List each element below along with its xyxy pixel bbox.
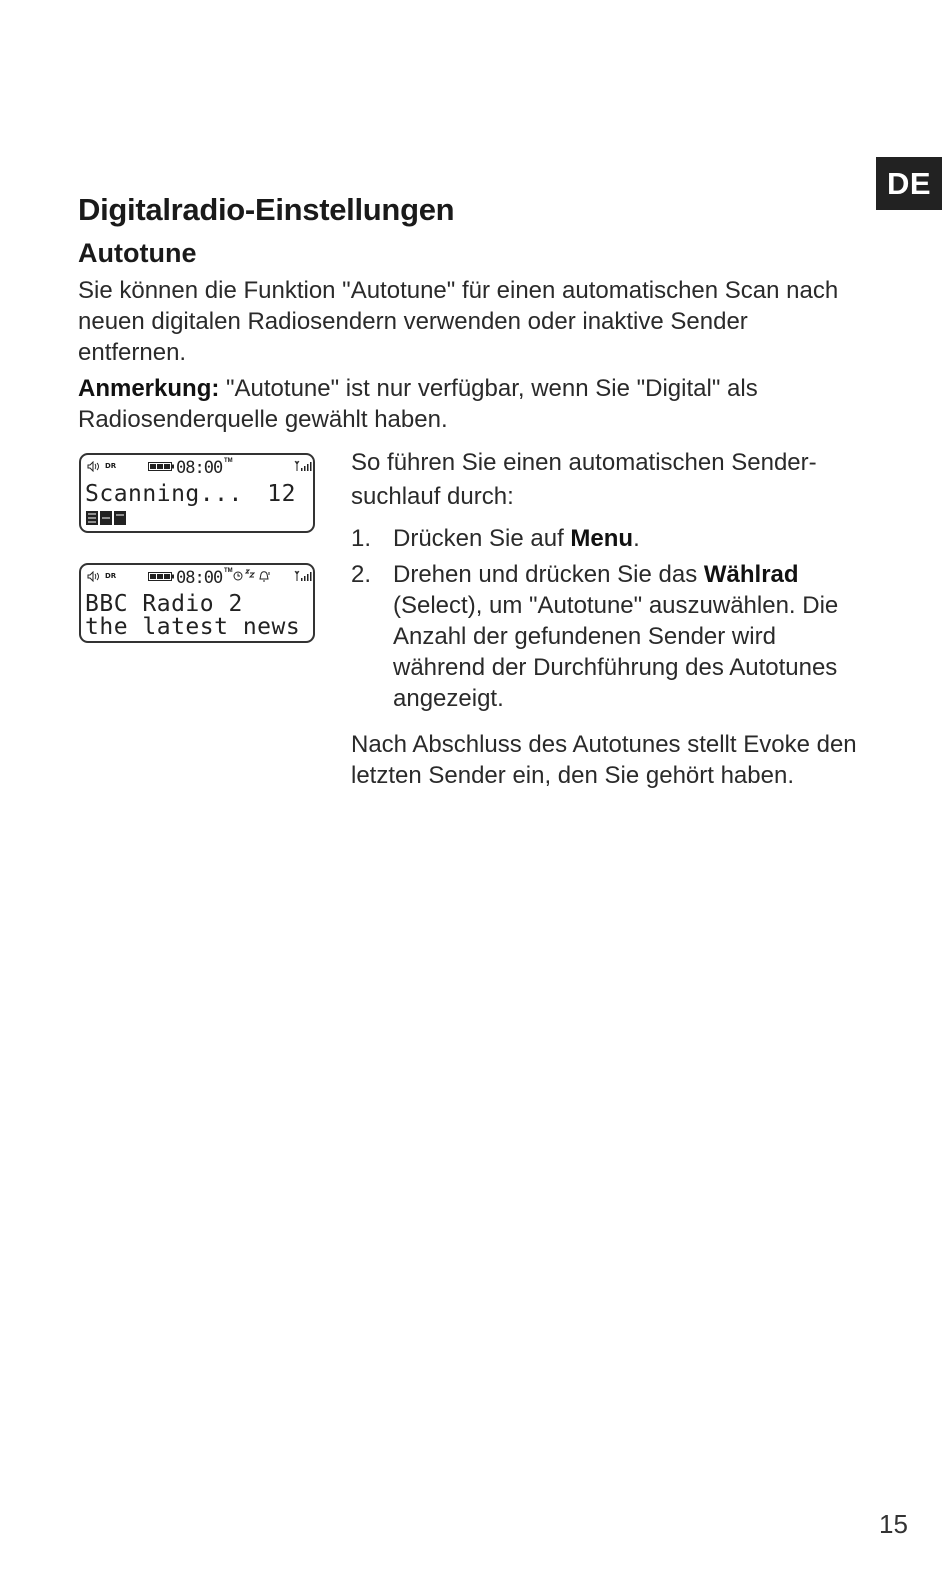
scan-progress-bar	[86, 511, 128, 525]
lcd-status-bar	[81, 455, 313, 479]
outro-paragraph: Nach Abschluss des Autotunes stellt Evoke den letzten Sender ein, den Sie gehört haben.	[351, 731, 857, 789]
note-text: "Autotune" ist nur verfügbar, wenn Sie "Digital" als Radiosenderquelle gewählt haben.	[78, 375, 758, 433]
step-text: Drehen und drücken Sie das Wählrad (Select), um "Autotune" auszuwählen. Die Anzahl der gefundenen Sender wird während der Durchführung des Autotunes angezeigt.	[393, 561, 839, 712]
signal-strength-icon	[294, 570, 312, 582]
section-heading: Autotune	[78, 238, 197, 268]
bell-icon	[257, 570, 271, 582]
source-label: DR	[105, 572, 117, 580]
speaker-icon	[87, 461, 99, 472]
battery-icon	[148, 572, 174, 581]
intro-paragraph: Sie können die Funktion "Autotune" für einen automatischen Scan nach neuen digitalen Radiosendern verwenden oder inaktive Sender entfernen.	[78, 277, 839, 366]
lcd-status-bar	[81, 565, 313, 589]
alarm-clock-icon	[233, 571, 243, 581]
source-label: DR	[105, 462, 117, 470]
page-title: Digitalradio-Einstellungen	[78, 192, 455, 227]
tm-mark: TM	[224, 458, 233, 464]
snooze-icon	[245, 569, 255, 578]
step-number: 1.	[351, 525, 372, 552]
station-count: 12	[267, 481, 296, 507]
signal-strength-icon	[294, 460, 312, 472]
lcd-line-1: BBC Radio 2	[85, 591, 243, 617]
lcd-line-2: the latest news	[85, 614, 301, 640]
lcd-clock: 08:00	[176, 568, 223, 588]
note-label: Anmerkung:	[78, 375, 220, 402]
speaker-icon	[87, 571, 99, 582]
tm-mark: TM	[224, 568, 233, 574]
page-number: 15	[879, 1509, 908, 1539]
step-text: Drücken Sie auf Menu.	[393, 525, 640, 552]
step-item	[351, 559, 891, 714]
lcd-display-station	[79, 563, 315, 643]
step-item	[351, 523, 891, 554]
dial-control-name: Wählrad	[703, 561, 799, 588]
note-paragraph	[78, 373, 858, 435]
steps-intro: So führen Sie einen automatischen Sender-suchlauf durch:	[351, 449, 817, 510]
lcd-line-1: Scanning...	[85, 481, 243, 507]
language-tab: DE	[876, 157, 942, 210]
lcd-clock: 08:00	[176, 458, 223, 478]
step-number: 2.	[351, 561, 372, 588]
lcd-display-scanning	[79, 453, 315, 533]
menu-button-name: Menu	[570, 525, 634, 552]
battery-icon	[148, 462, 174, 471]
